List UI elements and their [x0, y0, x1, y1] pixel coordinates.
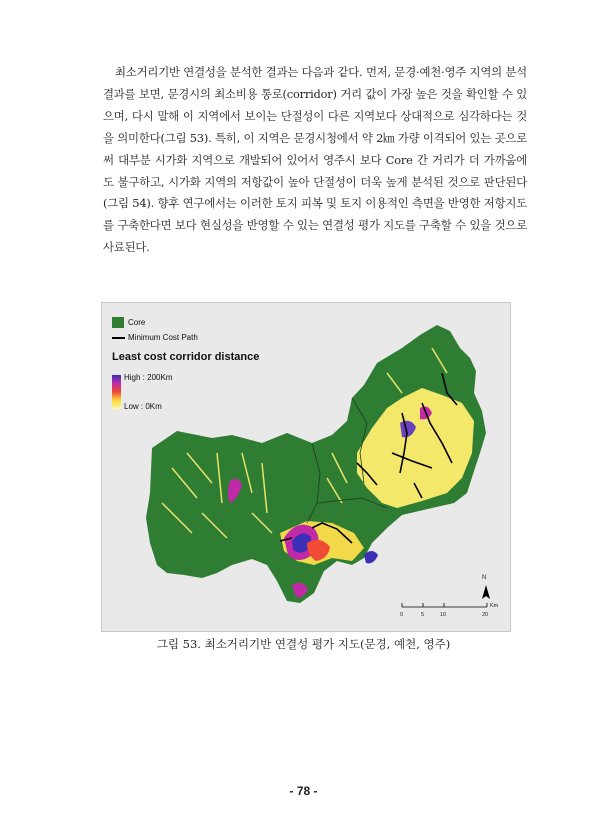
scale-tick-10: 10 — [440, 612, 447, 618]
figure-caption: 그림 53. 최소거리기반 연결성 평가 지도(문경, 예천, 영주) — [156, 637, 451, 651]
north-arrow-icon — [482, 585, 490, 599]
map-legend — [112, 315, 260, 411]
scale-unit: Km — [490, 603, 499, 609]
page-number: - 78 - — [289, 784, 318, 798]
legend-path-row — [112, 330, 259, 345]
legend-title: Least cost corridor distance — [112, 351, 260, 363]
legend-path-label: Minimum Cost Path — [128, 333, 198, 342]
core-swatch — [112, 317, 124, 328]
body-paragraph: 최소거리기반 연결성을 분석한 결과는 다음과 같다. 먼저, 문경·예천·영주 지역의 분석결과를 보면, 문경시의 최소비용 통로(corridor) 거리 값이 가장 높은 것을 확인할 수 있으며, 다시 말해 이 지역에서 보이는 단절성이 다른 지역보다 상대적으로 심각하다는 것을 의미한다(그림 53). 특히, 이 지역은 문경시청에서 약 2㎞ 가량 이격되어 있는 곳으로써 대부분 시가화 지역으로 개발되어 있어서 영주시 보다 Core 간 거리가 더 가까움에도 불구하고, 시가화 지역의 저항값이 높아 단절성이 더욱 높게 분석된 것으로 판단된다(그림 54). 향후 연구에서는 이러한 토지 피복 및 토지 이용적인 측면을 반영한 저항지도를 구축한다면 보다 현실성을 반영할 수 있는 연결성 평가 지도를 구축할 수 있을 것으로 사료된다. — [103, 65, 527, 255]
connectivity-map-figure — [101, 302, 511, 632]
path-swatch — [112, 337, 125, 339]
legend-core-label: Core — [128, 318, 146, 327]
scale-bar — [402, 603, 487, 607]
legend-high-label: High : 200Km — [124, 373, 173, 382]
legend-core-row — [112, 315, 259, 330]
scale-tick-20: 20 — [482, 612, 489, 618]
north-label: N — [482, 575, 487, 581]
legend-low-label: Low : 0Km — [124, 402, 162, 411]
scale-tick-5: 5 — [421, 612, 425, 618]
scale-tick-0: 0 — [400, 612, 404, 618]
legend-gradient — [112, 375, 121, 409]
